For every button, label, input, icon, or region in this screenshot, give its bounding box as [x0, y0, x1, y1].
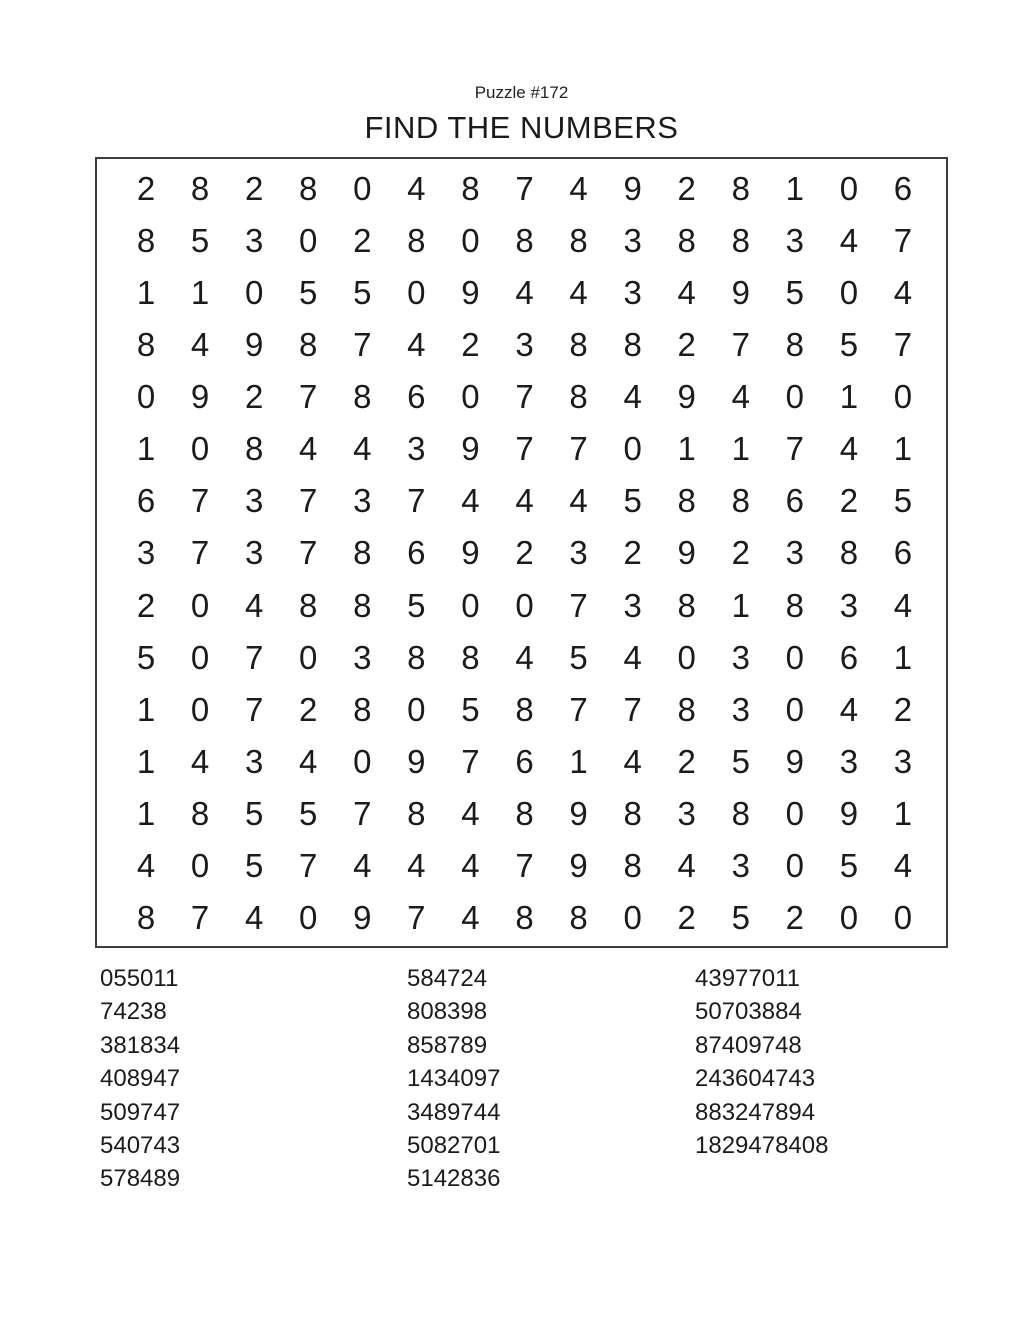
grid-cell: 3 — [407, 430, 426, 468]
grid-cell: 8 — [407, 794, 426, 832]
grid-cell: 0 — [136, 378, 156, 416]
find-number: 381834 — [100, 1031, 181, 1059]
grid-cell: 8 — [569, 326, 588, 364]
grid-cell: 7 — [353, 326, 372, 364]
grid-cell: 4 — [623, 378, 642, 416]
grid-cell: 5 — [353, 274, 372, 312]
grid-cell: 3 — [785, 222, 804, 260]
grid-cell: 0 — [677, 638, 696, 676]
grid-cell: 0 — [190, 586, 210, 624]
grid-cell: 4 — [353, 430, 372, 468]
grid-cell: 3 — [839, 586, 859, 624]
grid-cell: 0 — [407, 274, 426, 312]
grid-cell: 2 — [677, 326, 696, 364]
grid-cell: 4 — [515, 482, 534, 520]
grid-cell: 4 — [677, 274, 696, 312]
grid-cell: 4 — [839, 690, 859, 728]
grid-cell: 2 — [244, 170, 264, 208]
grid-cell: 9 — [623, 170, 642, 208]
grid-cell: 8 — [623, 326, 642, 364]
find-number: 578489 — [100, 1165, 181, 1193]
grid-cell: 8 — [136, 222, 156, 260]
grid-cell: 6 — [515, 742, 534, 780]
grid-cell: 7 — [785, 430, 804, 468]
grid-cell: 2 — [244, 378, 264, 416]
grid-cell: 1 — [569, 742, 588, 780]
find-number: 584724 — [407, 965, 488, 992]
grid-cell: 8 — [839, 534, 859, 572]
grid-cell: 4 — [569, 482, 588, 520]
grid-cell: 0 — [785, 638, 804, 676]
grid-cell: 0 — [839, 898, 859, 936]
grid-cell: 5 — [299, 274, 318, 312]
grid-cell: 9 — [569, 846, 588, 884]
grid-cell: 1 — [839, 378, 859, 416]
find-number: 5142836 — [407, 1165, 501, 1193]
grid-cell: 9 — [353, 898, 372, 936]
grid-cell: 7 — [515, 846, 534, 884]
grid-cell: 0 — [461, 222, 480, 260]
find-list-column-2 — [407, 962, 695, 1196]
grid-cell: 4 — [677, 846, 696, 884]
grid-cell: 5 — [893, 482, 913, 520]
grid-cell: 0 — [461, 378, 480, 416]
grid-cell: 7 — [515, 430, 534, 468]
grid-cell: 7 — [244, 690, 264, 728]
find-number: 808398 — [407, 998, 488, 1026]
grid-cell: 2 — [136, 170, 156, 208]
grid-cell: 4 — [136, 846, 156, 884]
find-number: 1829478408 — [695, 1132, 829, 1160]
grid-cell: 4 — [299, 430, 318, 468]
find-list-column-1 — [100, 962, 407, 1196]
grid-cell: 4 — [299, 742, 318, 780]
grid-cell: 7 — [299, 534, 318, 572]
grid-cell: 0 — [190, 690, 210, 728]
grid-cell: 4 — [407, 170, 426, 208]
grid-cell: 1 — [136, 690, 156, 728]
grid-cell: 7 — [299, 378, 318, 416]
grid-cell: 8 — [623, 794, 642, 832]
grid-cell: 8 — [785, 326, 804, 364]
grid-cell: 7 — [299, 482, 318, 520]
grid-cell: 4 — [893, 274, 913, 312]
grid-cell: 5 — [569, 638, 588, 676]
grid-cell: 9 — [731, 274, 750, 312]
grid-cell: 4 — [190, 326, 210, 364]
find-number: 43977011 — [695, 965, 800, 992]
grid-cell: 8 — [353, 378, 372, 416]
grid-cell: 2 — [839, 482, 859, 520]
grid-cell: 8 — [299, 586, 318, 624]
grid-cell: 8 — [677, 586, 696, 624]
grid-cell: 0 — [839, 274, 859, 312]
grid-cell: 3 — [839, 742, 859, 780]
grid-cell: 0 — [190, 430, 210, 468]
grid-cell: 4 — [244, 898, 264, 936]
grid-cell: 6 — [407, 534, 426, 572]
grid-cell: 8 — [515, 898, 534, 936]
grid-cell: 6 — [785, 482, 804, 520]
grid-cell: 1 — [893, 430, 913, 468]
grid-cell: 1 — [893, 638, 913, 676]
grid-cell: 7 — [515, 378, 534, 416]
grid-cell: 0 — [353, 170, 372, 208]
grid-cell: 9 — [461, 430, 480, 468]
grid-cell: 3 — [731, 638, 750, 676]
grid-cell: 0 — [785, 378, 804, 416]
grid-cell: 7 — [623, 690, 642, 728]
grid-cell: 4 — [731, 378, 750, 416]
grid-cell: 2 — [731, 534, 750, 572]
grid-cell: 8 — [569, 378, 588, 416]
grid-cell: 9 — [839, 794, 859, 832]
grid-cell: 8 — [569, 898, 588, 936]
grid-cell: 8 — [190, 170, 210, 208]
grid-cell: 2 — [515, 534, 534, 572]
grid-cell: 5 — [136, 638, 156, 676]
grid-cell: 5 — [244, 794, 264, 832]
grid-cell: 4 — [461, 898, 480, 936]
grid-cell: 0 — [785, 690, 804, 728]
find-number: 87409748 — [695, 1031, 802, 1059]
grid-cell: 0 — [893, 378, 913, 416]
grid-cell: 3 — [623, 222, 642, 260]
grid-cell: 1 — [136, 430, 156, 468]
grid-cell: 7 — [569, 586, 588, 624]
grid-cell: 2 — [623, 534, 642, 572]
grid-cell: 6 — [839, 638, 859, 676]
grid-cell: 3 — [785, 534, 804, 572]
grid-cell: 4 — [190, 742, 210, 780]
grid-cell: 7 — [244, 638, 264, 676]
grid-cell: 5 — [731, 742, 750, 780]
grid-cell: 0 — [407, 690, 426, 728]
grid-cell: 4 — [623, 638, 642, 676]
grid-cell: 8 — [515, 794, 534, 832]
grid-cell: 3 — [731, 846, 750, 884]
grid-cell: 8 — [299, 170, 318, 208]
grid-cell: 8 — [677, 222, 696, 260]
grid-cell: 6 — [407, 378, 426, 416]
grid-cell: 4 — [244, 586, 264, 624]
grid-cell: 3 — [569, 534, 588, 572]
grid-cell: 2 — [677, 742, 696, 780]
grid-cell: 7 — [731, 326, 750, 364]
grid-cell: 0 — [623, 430, 642, 468]
grid-cell: 7 — [515, 170, 534, 208]
grid-cell: 2 — [785, 898, 804, 936]
find-number: 509747 — [100, 1098, 181, 1126]
grid-cell: 7 — [569, 430, 588, 468]
grid-cell: 3 — [244, 482, 264, 520]
grid-cell: 4 — [623, 742, 642, 780]
grid-cell: 6 — [893, 170, 913, 208]
grid-cell: 7 — [569, 690, 588, 728]
grid-cell: 5 — [623, 482, 642, 520]
grid-cell: 4 — [893, 846, 913, 884]
grid-cell: 7 — [407, 482, 426, 520]
grid-cell: 8 — [136, 326, 156, 364]
grid-cell: 8 — [515, 690, 534, 728]
grid-cell: 3 — [353, 638, 372, 676]
grid-cell: 9 — [190, 378, 210, 416]
grid-cell: 2 — [136, 586, 156, 624]
find-list-column-3 — [695, 962, 828, 1162]
grid-cell: 8 — [353, 690, 372, 728]
grid-cell: 8 — [731, 170, 750, 208]
grid-cell: 0 — [839, 170, 859, 208]
grid-cell: 3 — [136, 534, 156, 572]
grid-cell: 4 — [407, 846, 426, 884]
number-grid — [95, 157, 948, 948]
find-number: 50703884 — [695, 998, 802, 1026]
grid-cell: 7 — [190, 898, 210, 936]
grid-cell: 1 — [893, 794, 913, 832]
grid-cell: 3 — [623, 586, 642, 624]
grid-cell: 5 — [785, 274, 804, 312]
grid-cell: 4 — [407, 326, 426, 364]
grid-cell: 5 — [839, 326, 859, 364]
grid-cell: 5 — [299, 794, 318, 832]
grid-cell: 0 — [623, 898, 642, 936]
grid-cell: 3 — [515, 326, 534, 364]
grid-cell: 8 — [461, 638, 480, 676]
grid-cell: 3 — [677, 794, 696, 832]
grid-cell: 7 — [190, 482, 210, 520]
grid-cell: 2 — [677, 898, 696, 936]
grid-cell: 3 — [731, 690, 750, 728]
find-number: 74238 — [100, 998, 167, 1026]
grid-cell: 3 — [244, 534, 264, 572]
find-number: 3489744 — [407, 1098, 501, 1126]
find-number: 883247894 — [695, 1098, 816, 1126]
grid-cell: 5 — [407, 586, 426, 624]
grid-cell: 3 — [244, 222, 264, 260]
grid-cell: 8 — [677, 482, 696, 520]
grid-cell: 0 — [190, 638, 210, 676]
grid-cell: 9 — [461, 534, 480, 572]
grid-cell: 7 — [461, 742, 480, 780]
grid-cell: 1 — [731, 430, 750, 468]
grid-cell: 4 — [839, 430, 859, 468]
find-number: 540743 — [100, 1132, 181, 1160]
grid-cell: 4 — [353, 846, 372, 884]
grid-cell: 1 — [731, 586, 750, 624]
grid-cell: 3 — [623, 274, 642, 312]
grid-cell: 8 — [190, 794, 210, 832]
grid-cell: 3 — [244, 742, 264, 780]
grid-cell: 9 — [407, 742, 426, 780]
grid-cell: 0 — [299, 222, 318, 260]
grid-cell: 9 — [677, 378, 696, 416]
grid-cell: 1 — [190, 274, 210, 312]
grid-cell: 8 — [677, 690, 696, 728]
grid-cell: 4 — [461, 846, 480, 884]
grid-cell: 0 — [785, 794, 804, 832]
grid-cell: 0 — [515, 586, 534, 624]
grid-cell: 8 — [731, 482, 750, 520]
grid-cell: 5 — [190, 222, 210, 260]
grid-cell: 2 — [461, 326, 480, 364]
grid-cell: 9 — [569, 794, 588, 832]
grid-cell: 8 — [569, 222, 588, 260]
grid-cell: 4 — [515, 274, 534, 312]
grid-cell: 9 — [244, 326, 264, 364]
grid-cell: 7 — [190, 534, 210, 572]
grid-cell: 0 — [785, 846, 804, 884]
grid-cell: 8 — [353, 586, 372, 624]
grid-cell: 2 — [299, 690, 318, 728]
grid-cell: 5 — [244, 846, 264, 884]
grid-cell: 8 — [407, 222, 426, 260]
find-number: 055011 — [100, 965, 179, 992]
grid-cell: 8 — [731, 222, 750, 260]
grid-cell: 2 — [893, 690, 913, 728]
grid-cell: 0 — [244, 274, 264, 312]
grid-cell: 8 — [353, 534, 372, 572]
grid-cell: 0 — [461, 586, 480, 624]
grid-cell: 7 — [893, 222, 913, 260]
grid-cell: 0 — [893, 898, 913, 936]
grid-cell: 0 — [299, 898, 318, 936]
grid-cell: 8 — [515, 222, 534, 260]
page-title: FIND THE NUMBERS — [364, 110, 679, 145]
grid-cell: 3 — [893, 742, 913, 780]
grid-cell: 7 — [299, 846, 318, 884]
grid-cell: 8 — [731, 794, 750, 832]
grid-cell: 5 — [839, 846, 859, 884]
grid-cell: 1 — [136, 274, 156, 312]
grid-cell: 4 — [461, 482, 480, 520]
grid-cell: 0 — [353, 742, 372, 780]
grid-cell: 0 — [190, 846, 210, 884]
find-number: 1434097 — [407, 1065, 501, 1093]
grid-cell: 6 — [893, 534, 913, 572]
grid-cell: 8 — [407, 638, 426, 676]
grid-cell: 9 — [461, 274, 480, 312]
grid-cell: 8 — [623, 846, 642, 884]
grid-cell: 4 — [569, 274, 588, 312]
grid-cell: 5 — [461, 690, 480, 728]
grid-cell: 1 — [785, 170, 804, 208]
grid-cell: 7 — [893, 326, 913, 364]
puzzle-number: Puzzle #172 — [474, 83, 569, 102]
grid-cell: 0 — [299, 638, 318, 676]
grid-cell: 7 — [407, 898, 426, 936]
grid-cell: 8 — [244, 430, 264, 468]
find-lists — [100, 962, 828, 1196]
grid-cell: 7 — [353, 794, 372, 832]
grid-cell: 4 — [893, 586, 913, 624]
grid-cell: 1 — [136, 794, 156, 832]
grid-cell: 4 — [515, 638, 534, 676]
find-number: 5082701 — [407, 1132, 501, 1160]
grid-cell: 2 — [677, 170, 696, 208]
grid-cell: 1 — [136, 742, 156, 780]
grid-cell: 8 — [461, 170, 480, 208]
grid-cell: 4 — [569, 170, 588, 208]
grid-cell: 3 — [353, 482, 372, 520]
grid-cell: 9 — [785, 742, 804, 780]
grid-cell: 8 — [136, 898, 156, 936]
grid-cell: 4 — [839, 222, 859, 260]
grid-cell: 1 — [677, 430, 696, 468]
grid-cell: 8 — [299, 326, 318, 364]
find-number: 408947 — [100, 1065, 181, 1093]
grid-cell: 5 — [731, 898, 750, 936]
find-number: 858789 — [407, 1031, 488, 1059]
grid-cell: 6 — [136, 482, 156, 520]
find-number: 243604743 — [695, 1065, 816, 1093]
grid-cell: 2 — [353, 222, 372, 260]
grid-cell: 8 — [785, 586, 804, 624]
grid-cell: 4 — [461, 794, 480, 832]
grid-cell: 9 — [677, 534, 696, 572]
